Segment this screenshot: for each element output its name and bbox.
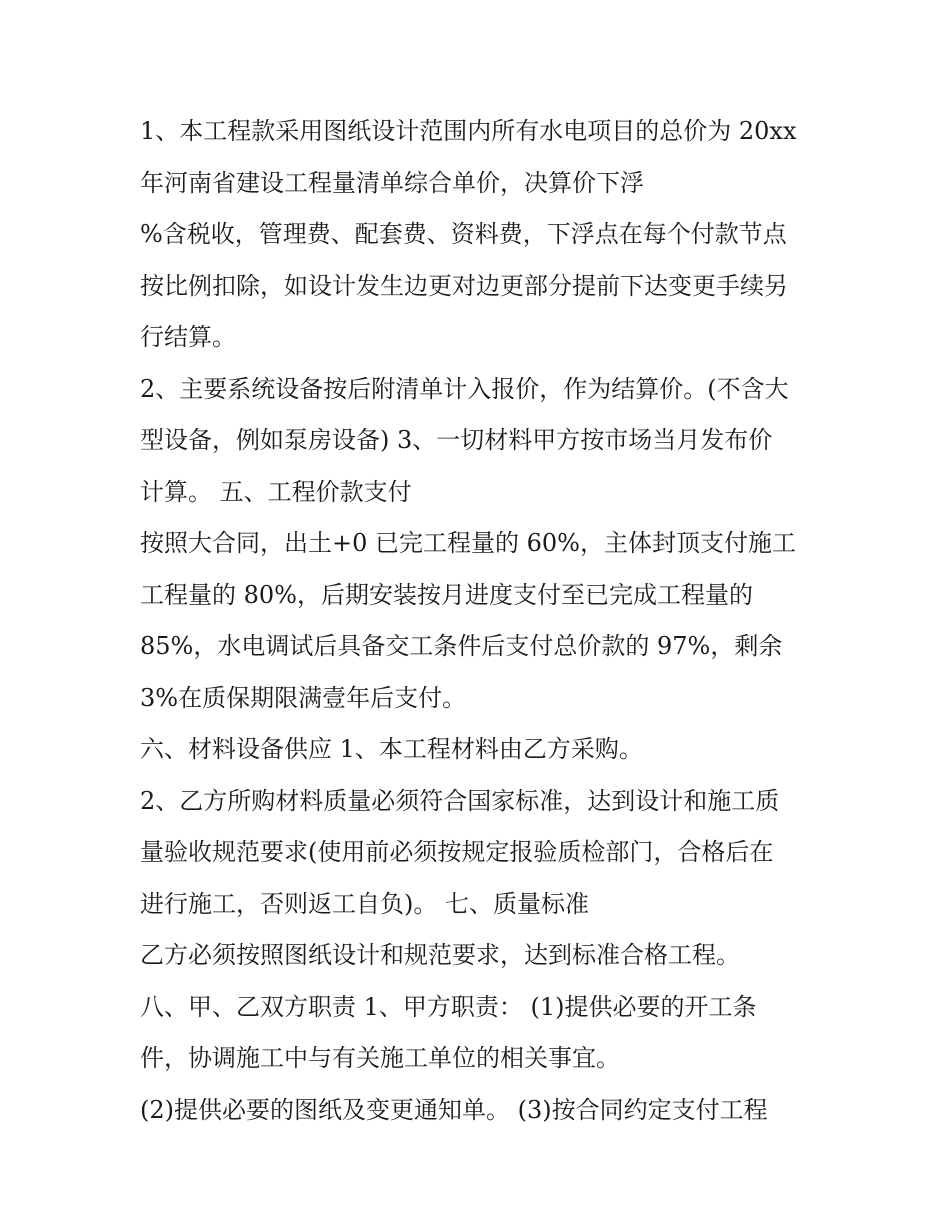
text-line: 行结算。 [140,323,236,351]
text-line: 工程量的 80%，后期安装按月进度支付至已完成工程量的 [140,580,753,609]
text-line: (2)提供必要的图纸及变更通知单。 (3)按合同约定支付工程 [140,1095,768,1124]
text-line: 85%，水电调试后具备交工条件后支付总价款的 97%，剩余 [140,632,783,660]
text-line: 件，协调施工中与有关施工单位的相关事宜。 [140,1044,620,1072]
text-line: 计算。 五、工程价款支付 [140,477,412,506]
text-line: 量验收规范要求(使用前必须按规定报验质检部门，合格后在 [140,838,774,866]
text-line: 进行施工，否则返工自负)。 七、质量标准 [140,889,589,918]
text-line: 按照大合同，出土+0 已完工程量的 60%，主体封顶支付施工 [140,529,796,557]
text-line: 年河南省建设工程量清单综合单价，决算价下浮 [140,168,644,197]
text-line: 3%在质保期限满壹年后支付。 [140,683,467,712]
text-line: 2、乙方所购材料质量必须符合国家标准，达到设计和施工质 [140,786,780,815]
text-line: 六、材料设备供应 1、本工程材料由乙方采购。 [140,735,643,763]
text-line: 2、主要系统设备按后附清单计入报价，作为结算价。(不含大 [140,374,789,403]
contract-text [140,106,830,1136]
text-line: 八、甲、乙双方职责 1、甲方职责： (1)提供必要的开工条 [140,992,757,1021]
text-line: 按比例扣除，如设计发生边更对边更部分提前下达变更手续另 [140,271,788,300]
text-line: 型设备，例如泵房设备) 3、一切材料甲方按市场当月发布价 [140,426,773,454]
text-line: %含税收，管理费、配套费、资料费，下浮点在每个付款节点 [140,220,787,248]
text-line: 1、本工程款采用图纸设计范围内所有水电项目的总价为 20xx [140,117,797,145]
text-line: 乙方必须按照图纸设计和规范要求，达到标准合格工程。 [140,941,740,969]
